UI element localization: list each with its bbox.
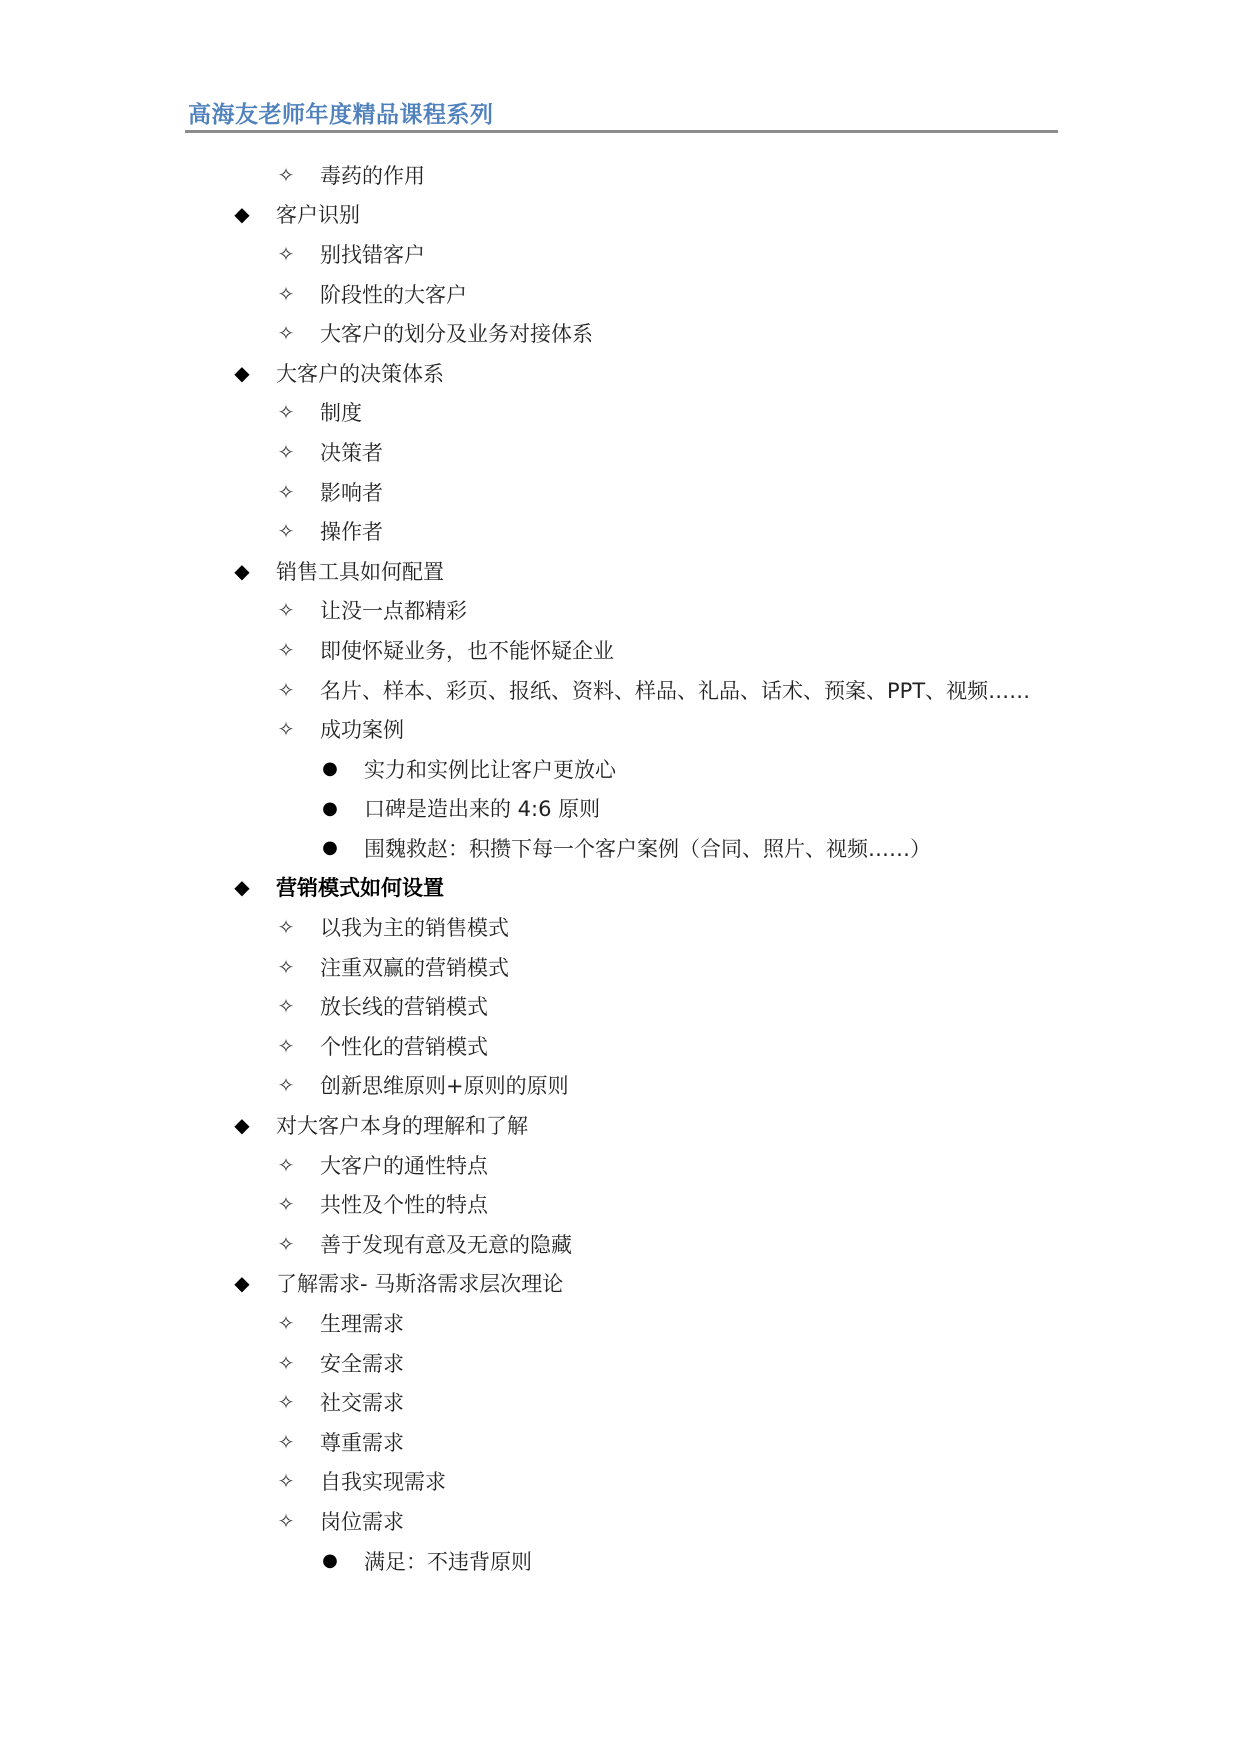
star-bullet-icon: ✧ bbox=[277, 598, 295, 623]
list-item-text: 岗位需求 bbox=[320, 1509, 404, 1534]
list-item-text: 自我实现需求 bbox=[320, 1470, 446, 1495]
list-item bbox=[0, 1105, 1241, 1145]
list-item-text: 毒药的作用 bbox=[320, 163, 425, 188]
diamond-bullet-icon: ◆ bbox=[234, 558, 250, 583]
header-divider bbox=[185, 130, 1058, 133]
list-item bbox=[0, 1184, 1241, 1224]
list-item bbox=[0, 1343, 1241, 1383]
list-item bbox=[0, 155, 1241, 195]
list-item-text: 客户识别 bbox=[276, 203, 360, 228]
list-item-text: 放长线的营销模式 bbox=[320, 995, 488, 1020]
dot-bullet-icon: ● bbox=[322, 837, 338, 859]
star-bullet-icon: ✧ bbox=[277, 637, 295, 662]
star-bullet-icon: ✧ bbox=[277, 1152, 295, 1177]
list-item-text: 即使怀疑业务，也不能怀疑企业 bbox=[320, 638, 614, 663]
dot-bullet-icon: ● bbox=[322, 1550, 338, 1572]
star-bullet-icon: ✧ bbox=[277, 439, 295, 464]
list-item bbox=[0, 1382, 1241, 1422]
star-bullet-icon: ✧ bbox=[277, 1311, 295, 1336]
list-item-text: 创新思维原则+原则的原则 bbox=[320, 1074, 569, 1099]
list-item-text: 以我为主的销售模式 bbox=[320, 916, 509, 941]
list-item bbox=[0, 393, 1241, 433]
list-item-text: 别找错客户 bbox=[320, 242, 425, 267]
list-item bbox=[0, 868, 1241, 908]
dot-bullet-icon: ● bbox=[322, 758, 338, 780]
star-bullet-icon: ✧ bbox=[277, 479, 295, 504]
list-item bbox=[0, 670, 1241, 710]
list-item bbox=[0, 1501, 1241, 1541]
list-item bbox=[0, 1026, 1241, 1066]
list-item-text: 个性化的营销模式 bbox=[320, 1034, 488, 1059]
list-item bbox=[0, 313, 1241, 353]
list-item bbox=[0, 1264, 1241, 1304]
list-item bbox=[0, 907, 1241, 947]
diamond-bullet-icon: ◆ bbox=[234, 202, 250, 227]
diamond-bullet-icon: ◆ bbox=[234, 1113, 250, 1138]
list-item bbox=[0, 432, 1241, 472]
list-item-text: 对大客户本身的理解和了解 bbox=[276, 1114, 528, 1139]
list-item-text: 大客户的划分及业务对接体系 bbox=[320, 322, 593, 347]
list-item-text: 决策者 bbox=[320, 440, 383, 465]
star-bullet-icon: ✧ bbox=[277, 954, 295, 979]
list-item-text: 大客户的通性特点 bbox=[320, 1153, 488, 1178]
star-bullet-icon: ✧ bbox=[277, 241, 295, 266]
star-bullet-icon: ✧ bbox=[277, 1350, 295, 1375]
list-item bbox=[0, 551, 1241, 591]
list-item bbox=[0, 1462, 1241, 1502]
diamond-bullet-icon: ◆ bbox=[234, 360, 250, 385]
list-item-text: 共性及个性的特点 bbox=[320, 1193, 488, 1218]
list-item-text: 安全需求 bbox=[320, 1351, 404, 1376]
list-item-text: 善于发现有意及无意的隐藏 bbox=[320, 1232, 572, 1257]
list-item bbox=[0, 511, 1241, 551]
star-bullet-icon: ✧ bbox=[277, 519, 295, 544]
list-item-text: 满足：不违背原则 bbox=[364, 1549, 532, 1574]
star-bullet-icon: ✧ bbox=[277, 915, 295, 940]
list-item-text: 注重双赢的营销模式 bbox=[320, 955, 509, 980]
list-item-text: 成功案例 bbox=[320, 718, 404, 743]
star-bullet-icon: ✧ bbox=[277, 994, 295, 1019]
list-item bbox=[0, 353, 1241, 393]
star-bullet-icon: ✧ bbox=[277, 400, 295, 425]
list-item bbox=[0, 234, 1241, 274]
list-item-text: 制度 bbox=[320, 401, 362, 426]
list-item-text: 了解需求- 马斯洛需求层次理论 bbox=[276, 1272, 564, 1297]
list-item-text: 操作者 bbox=[320, 520, 383, 545]
page-header-title: 高海友老师年度精品课程系列 bbox=[188, 102, 494, 128]
list-item bbox=[0, 828, 1241, 868]
list-item bbox=[0, 195, 1241, 235]
list-item bbox=[0, 1303, 1241, 1343]
list-item-text: 社交需求 bbox=[320, 1391, 404, 1416]
list-item-text: 阶段性的大客户 bbox=[320, 282, 467, 307]
list-item-text: 大客户的决策体系 bbox=[276, 361, 444, 386]
star-bullet-icon: ✧ bbox=[277, 677, 295, 702]
star-bullet-icon: ✧ bbox=[277, 1390, 295, 1415]
list-item bbox=[0, 591, 1241, 631]
list-item bbox=[0, 274, 1241, 314]
list-item-text: 实力和实例比让客户更放心 bbox=[364, 757, 616, 782]
list-item bbox=[0, 749, 1241, 789]
star-bullet-icon: ✧ bbox=[277, 1033, 295, 1058]
list-item-text: 围魏救赵：积攒下每一个客户案例（合同、照片、视频……） bbox=[364, 836, 931, 861]
list-item bbox=[0, 472, 1241, 512]
list-item-text: 尊重需求 bbox=[320, 1430, 404, 1455]
star-bullet-icon: ✧ bbox=[277, 1192, 295, 1217]
diamond-bullet-icon: ◆ bbox=[234, 1271, 250, 1296]
list-item bbox=[0, 1066, 1241, 1106]
list-item-text: 营销模式如何设置 bbox=[276, 876, 444, 901]
star-bullet-icon: ✧ bbox=[277, 1508, 295, 1533]
list-item-text: 销售工具如何配置 bbox=[276, 559, 444, 584]
star-bullet-icon: ✧ bbox=[277, 1429, 295, 1454]
star-bullet-icon: ✧ bbox=[277, 1231, 295, 1256]
list-item bbox=[0, 1541, 1241, 1581]
list-item bbox=[0, 630, 1241, 670]
diamond-bullet-icon: ◆ bbox=[234, 875, 250, 900]
list-item bbox=[0, 986, 1241, 1026]
list-item-text: 名片、样本、彩页、报纸、资料、样品、礼品、话术、预案、PPT、视频…… bbox=[320, 678, 1031, 703]
list-item-text: 生理需求 bbox=[320, 1312, 404, 1337]
list-item-text: 口碑是造出来的 4:6 原则 bbox=[364, 797, 601, 822]
star-bullet-icon: ✧ bbox=[277, 162, 295, 187]
star-bullet-icon: ✧ bbox=[277, 717, 295, 742]
star-bullet-icon: ✧ bbox=[277, 1073, 295, 1098]
star-bullet-icon: ✧ bbox=[277, 281, 295, 306]
list-item bbox=[0, 1422, 1241, 1462]
star-bullet-icon: ✧ bbox=[277, 321, 295, 346]
list-item-text: 让没一点都精彩 bbox=[320, 599, 467, 624]
list-item bbox=[0, 709, 1241, 749]
list-item bbox=[0, 1145, 1241, 1185]
outline-list bbox=[0, 155, 1241, 1580]
list-item bbox=[0, 1224, 1241, 1264]
list-item bbox=[0, 947, 1241, 987]
list-item bbox=[0, 789, 1241, 829]
star-bullet-icon: ✧ bbox=[277, 1469, 295, 1494]
list-item-text: 影响者 bbox=[320, 480, 383, 505]
dot-bullet-icon: ● bbox=[322, 797, 338, 819]
